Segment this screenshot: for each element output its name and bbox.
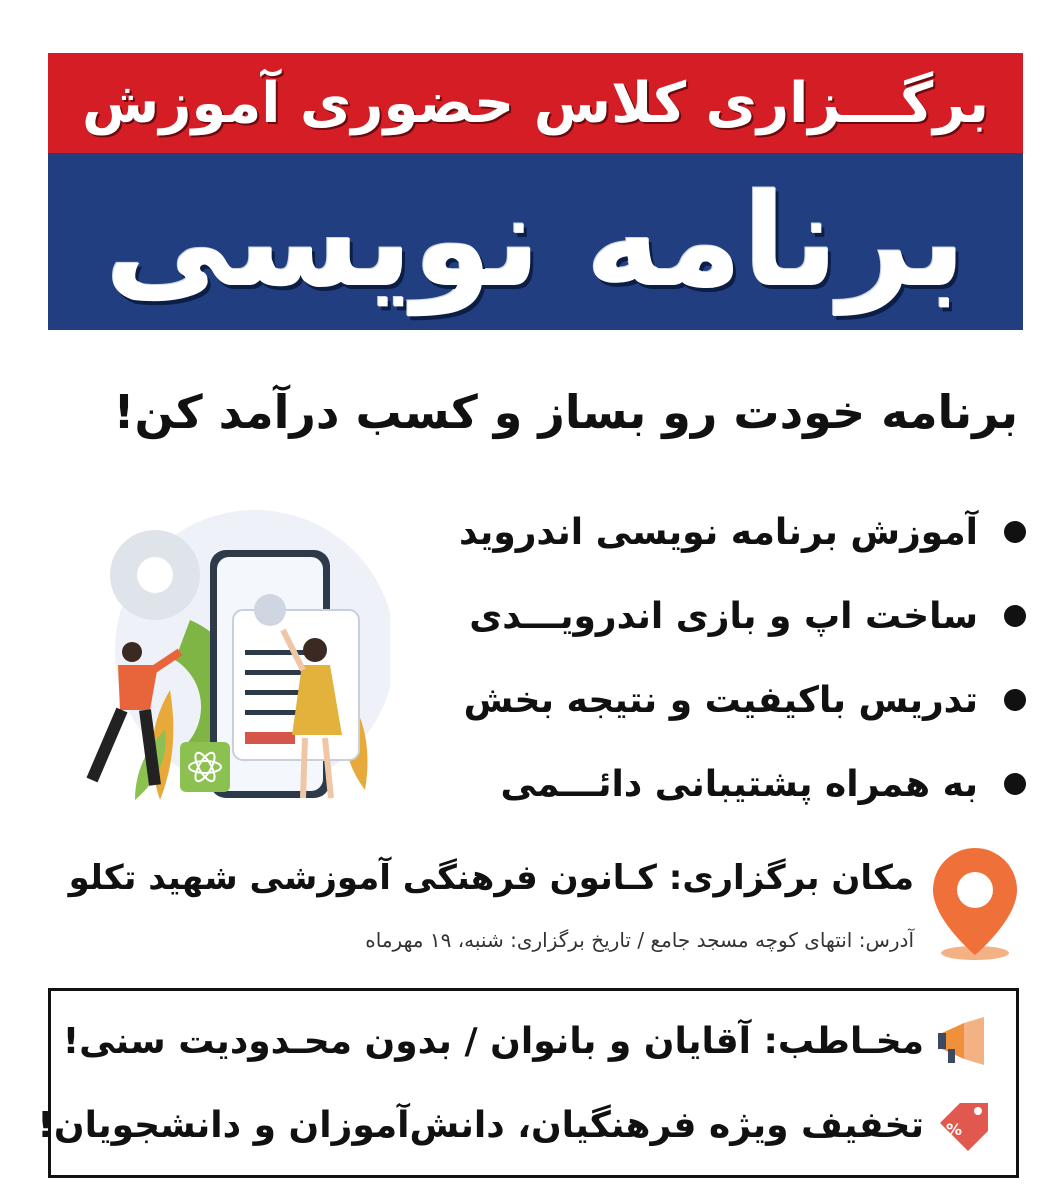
discount-text: تخفیف ویژه فرهنگیان، دانش‌آموزان و دانشجویان! <box>37 1104 924 1146</box>
venue-title: مکان برگزاری: کـانون فرهنگی آموزشی شهید تکلو <box>68 858 914 898</box>
discount-line <box>37 1099 992 1151</box>
headline: برنامه خودت رو بساز و کسب درآمد کن! <box>113 385 1018 439</box>
bullet-icon <box>1004 521 1026 543</box>
audience-text: مخـاطب: آقایان و بانوان / بدون محـدودیت سنی! <box>62 1020 924 1062</box>
banner-main-title: برنامه نویسی <box>104 167 967 316</box>
discount-tag-icon <box>936 1099 992 1151</box>
info-box <box>37 988 1019 1178</box>
top-banner <box>48 53 1023 153</box>
feature-label: به همراه پشتیبانی دائـــمی <box>500 763 978 805</box>
audience-line <box>63 1015 992 1067</box>
banner-top-text: برگـــزاری کلاس حضوری آموزش <box>82 70 989 136</box>
feature-label: تدریس باکیفیت و نتیجه بخش <box>463 679 978 721</box>
venue-details: آدرس: انتهای کوچه مسجد جامع / تاریخ برگزاری: شنبه، ۱۹ مهرماه <box>365 928 914 952</box>
feature-item <box>386 574 1026 658</box>
location-pin-icon <box>925 843 1025 963</box>
gear-icon <box>110 530 200 620</box>
svg-text:%: % <box>945 1120 962 1139</box>
feature-item <box>386 490 1026 574</box>
megaphone-icon <box>936 1015 992 1067</box>
feature-label: ساخت اپ و بازی اندرویـــدی <box>469 595 978 637</box>
programming-illustration <box>40 500 390 820</box>
main-banner <box>48 153 1023 330</box>
bullet-icon <box>1004 689 1026 711</box>
feature-label: آموزش برنامه نویسی اندروید <box>459 511 978 553</box>
feature-list <box>386 490 1026 826</box>
feature-item <box>386 658 1026 742</box>
bullet-icon <box>1004 605 1026 627</box>
bullet-icon <box>1004 773 1026 795</box>
feature-item <box>386 742 1026 826</box>
